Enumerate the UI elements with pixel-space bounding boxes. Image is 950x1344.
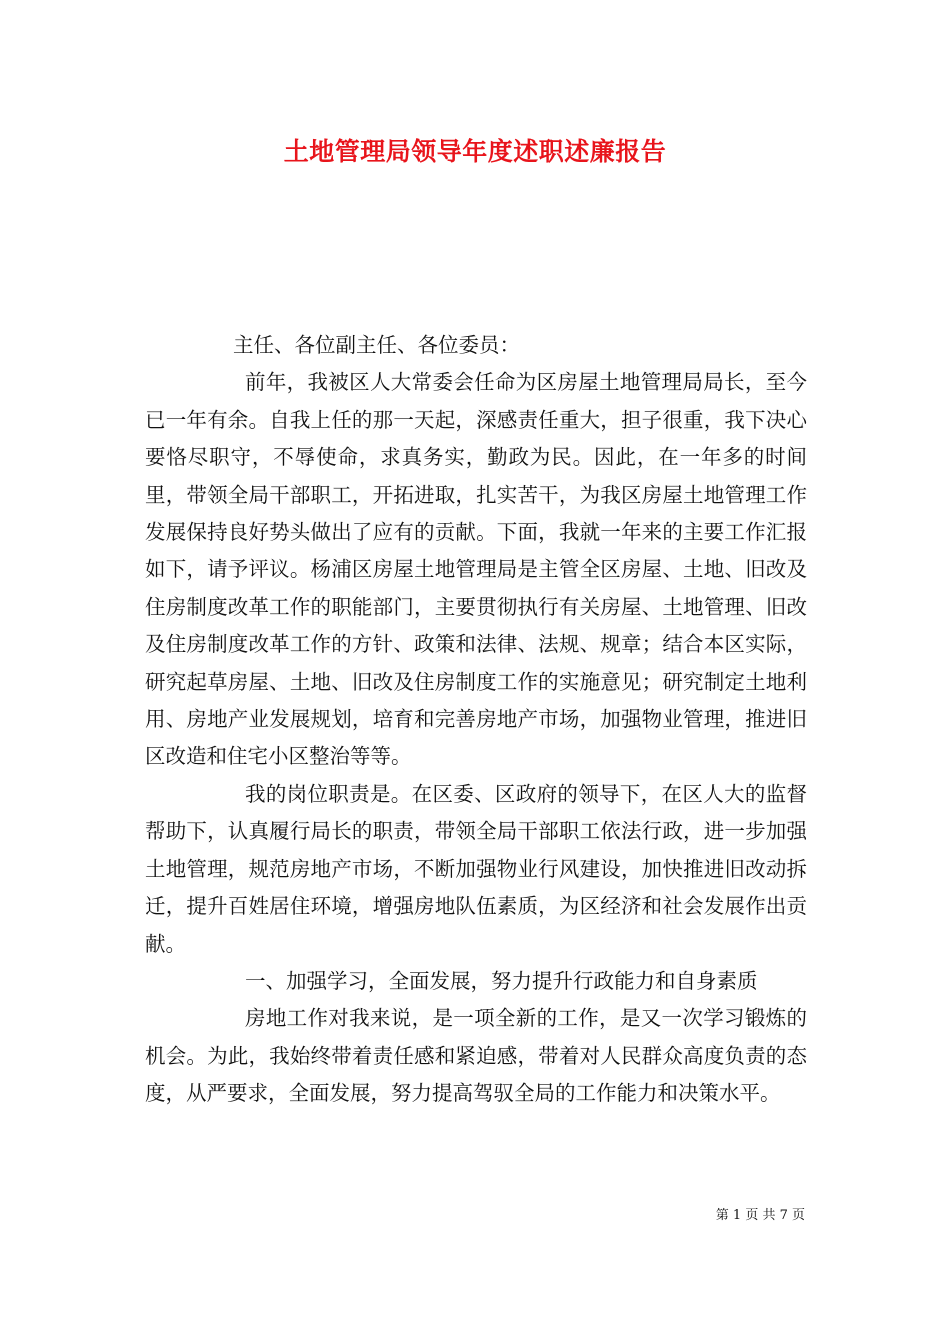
section-heading-1: 一、加强学习，全面发展，努力提升行政能力和自身素质 <box>245 968 758 993</box>
page-number-footer: 第 1 页 共 7 页 <box>715 1208 805 1223</box>
paragraph-duties: 我的岗位职责是。在区委、区政府的领导下，在区人大的监督帮助下，认真履行局长的职责，带领全局干部职工依法行政，进一步加强土地管理，规范房地产市场，不断加强物业行风建设，加快推进旧改动拆迁，提升百姓居住环境，增强房地队伍素质，为区经济和社会发展作出贡献。 <box>145 781 807 956</box>
paragraph-learning: 房地工作对我来说，是一项全新的工作，是又一次学习锻炼的机会。为此，我始终带着责任感和紧迫感，带着对人民群众高度负责的态度，从严要求，全面发展，努力提高驾驭全局的工作能力和决策水平。 <box>145 1006 807 1106</box>
document-body <box>145 327 807 1113</box>
paragraph-appointment: 前年，我被区人大常委会任命为区房屋土地管理局局长，至今已一年有余。自我上任的那一天起，深感责任重大，担子很重，我下决心要恪尽职守，不辱使命，求真务实，勤政为民。因此，在一年多的时间里，带领全局干部职工，开拓进取，扎实苦干，为我区房屋土地管理工作发展保持良好势头做出了应有的贡献。下面，我就一年来的主要工作汇报如下，请予评议。杨浦区房屋土地管理局是主管全区房屋、土地、旧改及住房制度改革工作的职能部门，主要贯彻执行有关房屋、土地管理、旧改及住房制度改革工作的方针、政策和法律、法规、规章；结合本区实际，研究起草房屋、土地、旧改及住房制度工作的实施意见；研究制定土地利用、房地产业发展规划，培育和完善房地产市场，加强物业管理，推进旧区改造和住宅小区整治等等。 <box>145 370 807 769</box>
salutation: 主任、各位副主任、各位委员： <box>233 333 520 357</box>
document-title: 土地管理局领导年度述职述廉报告 <box>283 137 667 166</box>
